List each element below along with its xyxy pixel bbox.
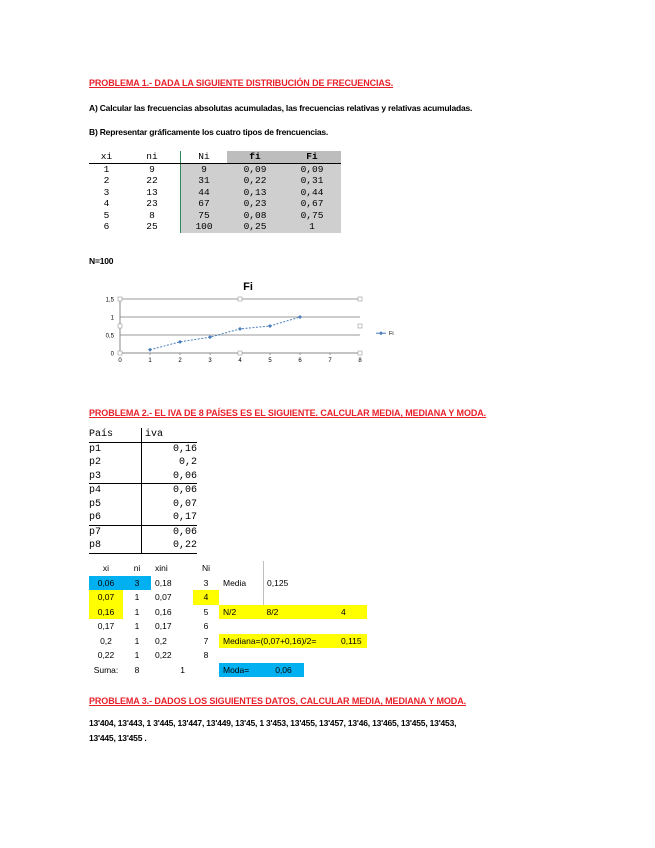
n-half-label: N/2 — [219, 605, 264, 620]
cell: p5 — [89, 498, 142, 512]
chart-y-ticks — [106, 298, 115, 358]
cell: 1 — [134, 592, 140, 603]
cell: 0,06 — [172, 485, 197, 497]
sum-xini: 1 — [180, 664, 185, 675]
header-pais: País — [89, 428, 142, 442]
cell: 0,09 — [227, 163, 283, 175]
header-Fi: Fi — [283, 151, 341, 163]
cell: 23 — [146, 198, 158, 210]
moda-value: 0,06 — [264, 663, 304, 677]
table-row — [89, 198, 341, 210]
table-row — [89, 525, 197, 539]
table-row — [89, 442, 197, 456]
iva-table-header — [89, 428, 197, 442]
cell: 9 — [149, 163, 155, 175]
problem1-instruction-b: B) Representar gráficamente los cuatro tipos de frencuencias. — [89, 127, 329, 137]
x-tick-label: 2 — [178, 358, 182, 364]
cell: p7 — [89, 525, 142, 539]
cell: 0,18 — [155, 577, 172, 588]
n-half-expression: 8/2 — [264, 605, 342, 620]
x-tick-label: 4 — [238, 358, 242, 364]
cell: 0,23 — [227, 198, 283, 210]
header-ni: ni — [133, 563, 141, 574]
mediana-formula: Mediana=(0,07+0,16)/2= — [219, 634, 341, 649]
table-row — [89, 634, 367, 649]
x-tick-label: 5 — [268, 358, 272, 364]
cell: p8 — [89, 539, 142, 553]
problem1-instruction-a: A) Calcular las frecuencias absolutas acumuladas, las frecuencias relativas y relativas acumuladas. — [89, 103, 473, 113]
legend-marker — [379, 331, 383, 335]
cell: 0,31 — [283, 175, 341, 187]
table-row — [89, 210, 341, 222]
cell: 1 — [134, 635, 140, 646]
chart-selection-handles[interactable] — [118, 297, 362, 355]
header-iva: iva — [142, 428, 198, 442]
cell: 7 — [203, 635, 209, 646]
header-ni: ni — [124, 151, 181, 163]
x-tick-label: 8 — [358, 358, 362, 364]
x-tick-label: 1 — [148, 358, 152, 364]
problem3-data-line1: 13'404, 13'443, 1 3'445, 13'447, 13'449, 13'45, 1 3'453, 13'455, 13'457, 13'46, 13'465, 13'455, 13'453, — [89, 718, 457, 728]
cell: 0,22 — [142, 539, 198, 553]
cell: 0,17 — [97, 621, 115, 632]
cell: 8 — [149, 209, 155, 221]
table-row — [89, 187, 341, 199]
cell: 4 — [103, 198, 110, 210]
cell: 75 — [181, 210, 228, 222]
cell: 1 — [134, 606, 140, 617]
cell: 4 — [193, 590, 219, 605]
cell: 0,2 — [155, 635, 167, 646]
cell: 22 — [146, 175, 158, 187]
table-row — [89, 576, 367, 591]
x-tick-label: 7 — [328, 358, 332, 364]
media-label: Media — [223, 577, 247, 588]
table-row — [89, 648, 367, 663]
cell: 44 — [181, 187, 228, 199]
data-point — [148, 348, 152, 352]
cell: 9 — [181, 163, 228, 175]
problem2-heading: PROBLEMA 2.- EL IVA DE 8 PAÍSES ES EL SIGUIENTE. CALCULAR MEDIA, MEDIANA Y MODA. — [89, 408, 487, 418]
header-xi: xi — [89, 151, 124, 163]
sum-label: Suma: — [93, 664, 119, 675]
cell: 0,2 — [178, 457, 197, 469]
cell: 0,16 — [172, 443, 197, 455]
cell: 13 — [146, 186, 158, 198]
cell: p1 — [89, 442, 142, 456]
table-row — [89, 470, 197, 484]
resize-handle[interactable] — [238, 351, 242, 355]
header-xi: xi — [102, 563, 110, 574]
fi-chart — [85, 277, 405, 371]
cell: 0,17 — [155, 621, 172, 632]
cell: 0,13 — [227, 187, 283, 199]
cell: 3 — [123, 576, 151, 591]
header-Ni: Ni — [181, 151, 228, 163]
y-tick-label: 0,5 — [105, 333, 114, 340]
resize-handle[interactable] — [118, 351, 122, 355]
resize-handle[interactable] — [358, 351, 362, 355]
cell: 0,44 — [283, 187, 341, 199]
header-Ni: Ni — [201, 563, 211, 574]
cell: p3 — [89, 470, 142, 484]
x-tick-label: 0 — [118, 358, 122, 364]
cell: 3 — [103, 186, 110, 198]
cell: 8 — [203, 650, 209, 661]
cell: 0,09 — [283, 163, 341, 175]
resize-handle[interactable] — [358, 324, 362, 328]
cell: 0,16 — [89, 605, 123, 620]
cell: 31 — [181, 175, 228, 187]
table-row — [89, 590, 367, 605]
chart-series — [148, 315, 302, 352]
cell: 0,07 — [89, 590, 123, 605]
table-row — [89, 511, 197, 525]
series-line — [150, 317, 300, 350]
cell: 0,16 — [155, 606, 172, 617]
header-fi: fi — [227, 151, 283, 163]
data-point — [298, 315, 302, 319]
cell: 0,07 — [155, 592, 172, 603]
table-row — [89, 484, 197, 498]
cell: 0,2 — [100, 635, 112, 646]
problem3-heading: PROBLEMA 3.- DADOS LOS SIGUIENTES DATOS, CALCULAR MEDIA, MEDIANA Y MODA. — [89, 696, 466, 706]
frequency-table-header — [89, 151, 341, 163]
cell: 6 — [203, 621, 209, 632]
moda-label: Moda= — [219, 663, 264, 678]
cell: 0,67 — [283, 198, 341, 210]
sum-row — [89, 663, 367, 678]
resize-handle[interactable] — [118, 324, 122, 328]
cell: 0,75 — [283, 210, 341, 222]
cell: 67 — [181, 198, 228, 210]
calculation-table — [89, 561, 367, 677]
cell: 0,22 — [227, 175, 283, 187]
cell: 6 — [103, 221, 110, 233]
chart-title: Fi — [243, 281, 253, 293]
data-point — [178, 340, 182, 344]
cell: 0,07 — [172, 498, 197, 510]
data-point — [238, 327, 242, 331]
mediana-value: 0,115 — [341, 634, 367, 649]
x-tick-label: 3 — [208, 358, 212, 364]
cell: 5 — [203, 606, 209, 617]
cell: 3 — [203, 577, 209, 588]
cell: 0,17 — [142, 511, 198, 525]
cell: p4 — [89, 484, 142, 498]
sum-ni: 8 — [134, 664, 140, 675]
cell: 2 — [103, 175, 110, 187]
table-row — [89, 163, 341, 175]
data-point — [268, 324, 272, 328]
media-value: 0,125 — [264, 576, 342, 591]
cell: 0,08 — [227, 210, 283, 222]
table-row — [89, 221, 341, 233]
iva-table — [89, 428, 197, 554]
cell: 1 — [283, 221, 341, 233]
table-row — [89, 175, 341, 187]
resize-handle[interactable] — [118, 297, 122, 301]
cell: 1 — [134, 621, 140, 632]
header-xini: xini — [155, 563, 168, 574]
y-tick-label: 1 — [110, 315, 114, 322]
cell: 0,22 — [155, 650, 172, 661]
cell: 0,06 — [89, 576, 123, 591]
cell: 25 — [146, 221, 158, 233]
legend-label: Fi — [389, 331, 394, 338]
y-tick-label: 1,5 — [105, 297, 114, 304]
resize-handle[interactable] — [238, 297, 242, 301]
data-point — [208, 335, 212, 339]
problem3-data-line2: 13'445, 13'455 . — [89, 733, 147, 743]
n-half-value: 4 — [341, 605, 367, 620]
problem1-heading: PROBLEMA 1.- DADA LA SIGUIENTE DISTRIBUCIÓN DE FRECUENCIAS. — [89, 78, 394, 88]
frequency-table — [89, 151, 341, 233]
fi-chart-svg — [85, 277, 405, 371]
cell: 1 — [103, 163, 110, 175]
cell: 100 — [181, 221, 228, 233]
chart-legend — [376, 331, 394, 337]
cell: p2 — [89, 456, 142, 470]
cell: 5 — [103, 209, 110, 221]
cell: 0,06 — [142, 470, 198, 484]
chart-x-ticks — [118, 358, 362, 364]
calculation-header — [89, 561, 367, 576]
y-tick-label: 0 — [110, 351, 114, 358]
table-row — [89, 619, 367, 634]
resize-handle[interactable] — [358, 297, 362, 301]
table-row — [89, 605, 367, 620]
cell: p6 — [89, 511, 142, 525]
cell: 1 — [134, 650, 140, 661]
cell: 0,22 — [97, 650, 115, 661]
table-row — [89, 539, 197, 553]
cell: 0,25 — [227, 221, 283, 233]
table-row — [89, 498, 197, 512]
cell: 0,06 — [172, 526, 197, 538]
table-row — [89, 456, 197, 470]
x-tick-label: 6 — [298, 358, 302, 364]
total-n-label: N=100 — [89, 256, 114, 266]
